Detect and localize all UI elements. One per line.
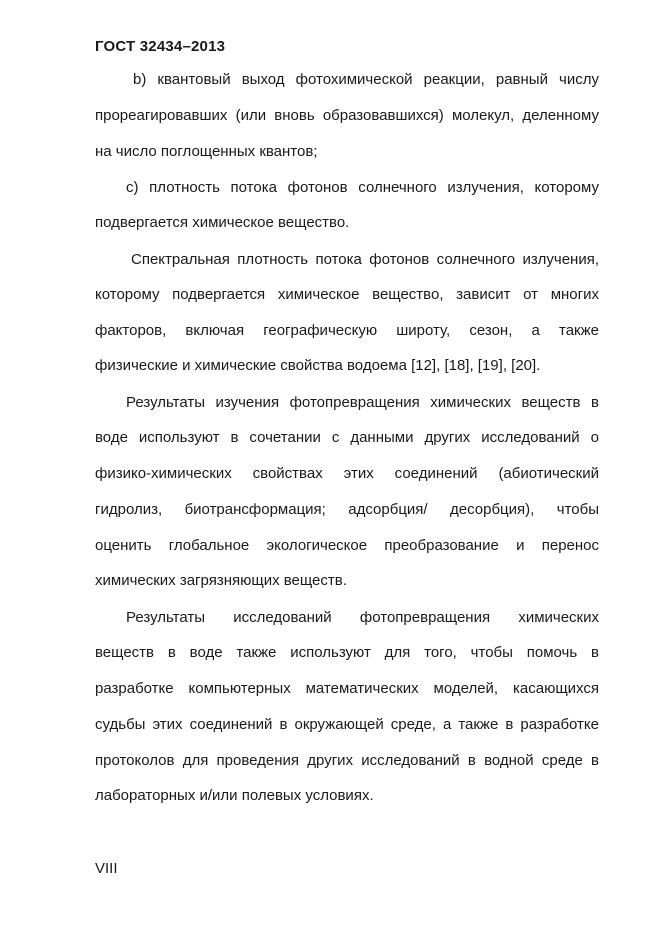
text-line: Результаты исследований фотопревращения химических bbox=[126, 609, 599, 626]
text-line: судьбы этих соединений в окружающей среде, а также в разработке bbox=[95, 716, 599, 733]
text-line: физико-химических свойствах этих соединений (абиотический bbox=[95, 465, 599, 482]
text-line: которому подвергается химическое вещество, зависит от многих bbox=[95, 286, 599, 303]
text-line: веществ в воде также используют для того, чтобы помочь в bbox=[95, 644, 599, 661]
page-number: VIII bbox=[95, 860, 118, 877]
text-line: c) плотность потока фотонов солнечного излучения, которому bbox=[126, 179, 599, 196]
text-line: воде используют в сочетании с данными других исследований о bbox=[95, 429, 599, 446]
text-line: факторов, включая географическую широту, сезон, а также bbox=[95, 322, 599, 339]
text-line: разработке компьютерных математических моделей, касающихся bbox=[95, 680, 599, 697]
text-line: Спектральная плотность потока фотонов солнечного излучения, bbox=[131, 251, 599, 268]
text-line: b) квантовый выход фотохимической реакции, равный числу bbox=[133, 71, 599, 88]
text-line: химических загрязняющих веществ. bbox=[95, 572, 347, 589]
text-line: лабораторных и/или полевых условиях. bbox=[95, 787, 374, 804]
text-line: гидролиз, биотрансформация; адсорбция/ десорбция), чтобы bbox=[95, 501, 599, 518]
text-line: прореагировавших (или вновь образовавшихся) молекул, деленному bbox=[95, 107, 599, 124]
text-line: на число поглощенных квантов; bbox=[95, 143, 318, 160]
text-line: подвергается химическое вещество. bbox=[95, 214, 350, 231]
text-line: протоколов для проведения других исследований в водной среде в bbox=[95, 752, 599, 769]
document-header: ГОСТ 32434–2013 bbox=[95, 38, 226, 55]
text-line: Результаты изучения фотопревращения химических веществ в bbox=[126, 394, 599, 411]
text-line: физические и химические свойства водоема [12], [18], [19], [20]. bbox=[95, 357, 541, 374]
text-line: оценить глобальное экологическое преобразование и перенос bbox=[95, 537, 599, 554]
